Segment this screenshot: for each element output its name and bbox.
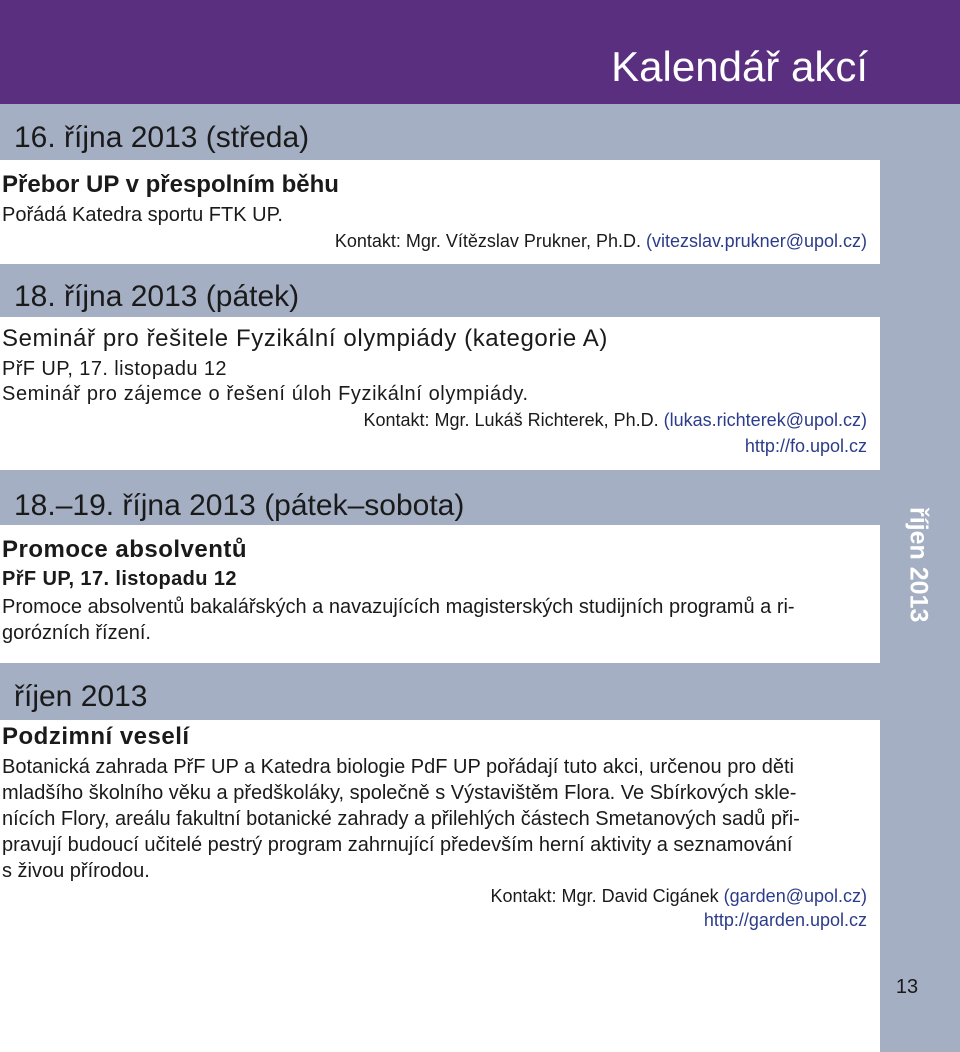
- page-number: 13: [895, 976, 919, 998]
- paragraph-line: nících Flory, areálu fakultní botanické zahrady a přilehlých částech Smetanových sadů při-: [2, 808, 800, 830]
- paragraph-line: Botanická zahrada PřF UP a Katedra biologie PdF UP pořádají tuto akci, určenou pro děti: [2, 756, 794, 778]
- event-contact: [335, 232, 867, 250]
- event-website-link[interactable]: http://garden.upol.cz: [703, 910, 867, 930]
- event-date: říjen 2013: [14, 680, 148, 713]
- event-title: Přebor UP v přespolním běhu: [2, 171, 339, 198]
- event-contact: [491, 887, 867, 905]
- contact-email-link[interactable]: (vitezslav.prukner@upol.cz): [645, 231, 867, 251]
- event-description: [2, 754, 868, 884]
- event-date: 16. října 2013 (středa): [14, 121, 310, 154]
- contact-name: Kontakt: Mgr. David Cigánek: [490, 886, 719, 906]
- date-band-3: [0, 470, 880, 525]
- page-title: Kalendář akcí: [611, 43, 868, 90]
- sidebar-month-label: říjen 2013: [904, 507, 933, 623]
- event-place: PřF UP, 17. listopadu 12: [2, 358, 227, 380]
- event-title: Podzimní veselí: [2, 723, 190, 750]
- event-card-4: [0, 720, 880, 1052]
- event-date: 18. října 2013 (pátek): [14, 280, 300, 313]
- event-description-line: Promoce absolventů bakalářských a navazujících magisterských studijních programů a ri-: [2, 596, 795, 618]
- event-title: Promoce absolventů: [2, 536, 248, 563]
- paragraph-line: pravují budoucí učitelé pestrý program zahrnující především herní aktivity a seznamování: [2, 834, 793, 856]
- event-contact: [364, 411, 868, 429]
- event-description-line: gorózních řízení.: [2, 622, 151, 644]
- paragraph-line: mladšího školního věku a předškoláky, společně s Výstavištěm Flora. Ve Sbírkových skle-: [2, 782, 797, 804]
- contact-email-link[interactable]: (garden@upol.cz): [723, 886, 867, 906]
- date-band-2: [0, 264, 880, 317]
- date-band-4: [0, 663, 880, 720]
- page-header: [0, 0, 960, 104]
- contact-name: Kontakt: Mgr. Vítězslav Prukner, Ph.D.: [334, 231, 641, 251]
- contact-name: Kontakt: Mgr. Lukáš Richterek, Ph.D.: [363, 410, 659, 430]
- event-place: PřF UP, 17. listopadu 12: [2, 568, 237, 590]
- event-title: Seminář pro řešitele Fyzikální olympiády (kategorie A): [2, 325, 608, 352]
- paragraph-line: s živou přírodou.: [2, 860, 150, 882]
- event-website-link[interactable]: http://fo.upol.cz: [744, 436, 867, 456]
- event-description: Pořádá Katedra sportu FTK UP.: [2, 204, 283, 226]
- event-description: Seminář pro zájemce o řešení úloh Fyzikální olympiády.: [2, 383, 529, 405]
- event-card-2: [0, 317, 880, 470]
- event-card-3: [0, 525, 880, 663]
- event-card-1: [0, 160, 880, 264]
- date-band-1: [0, 104, 880, 160]
- contact-email-link[interactable]: (lukas.richterek@upol.cz): [663, 410, 867, 430]
- event-date: 18.–19. října 2013 (pátek–sobota): [14, 489, 465, 522]
